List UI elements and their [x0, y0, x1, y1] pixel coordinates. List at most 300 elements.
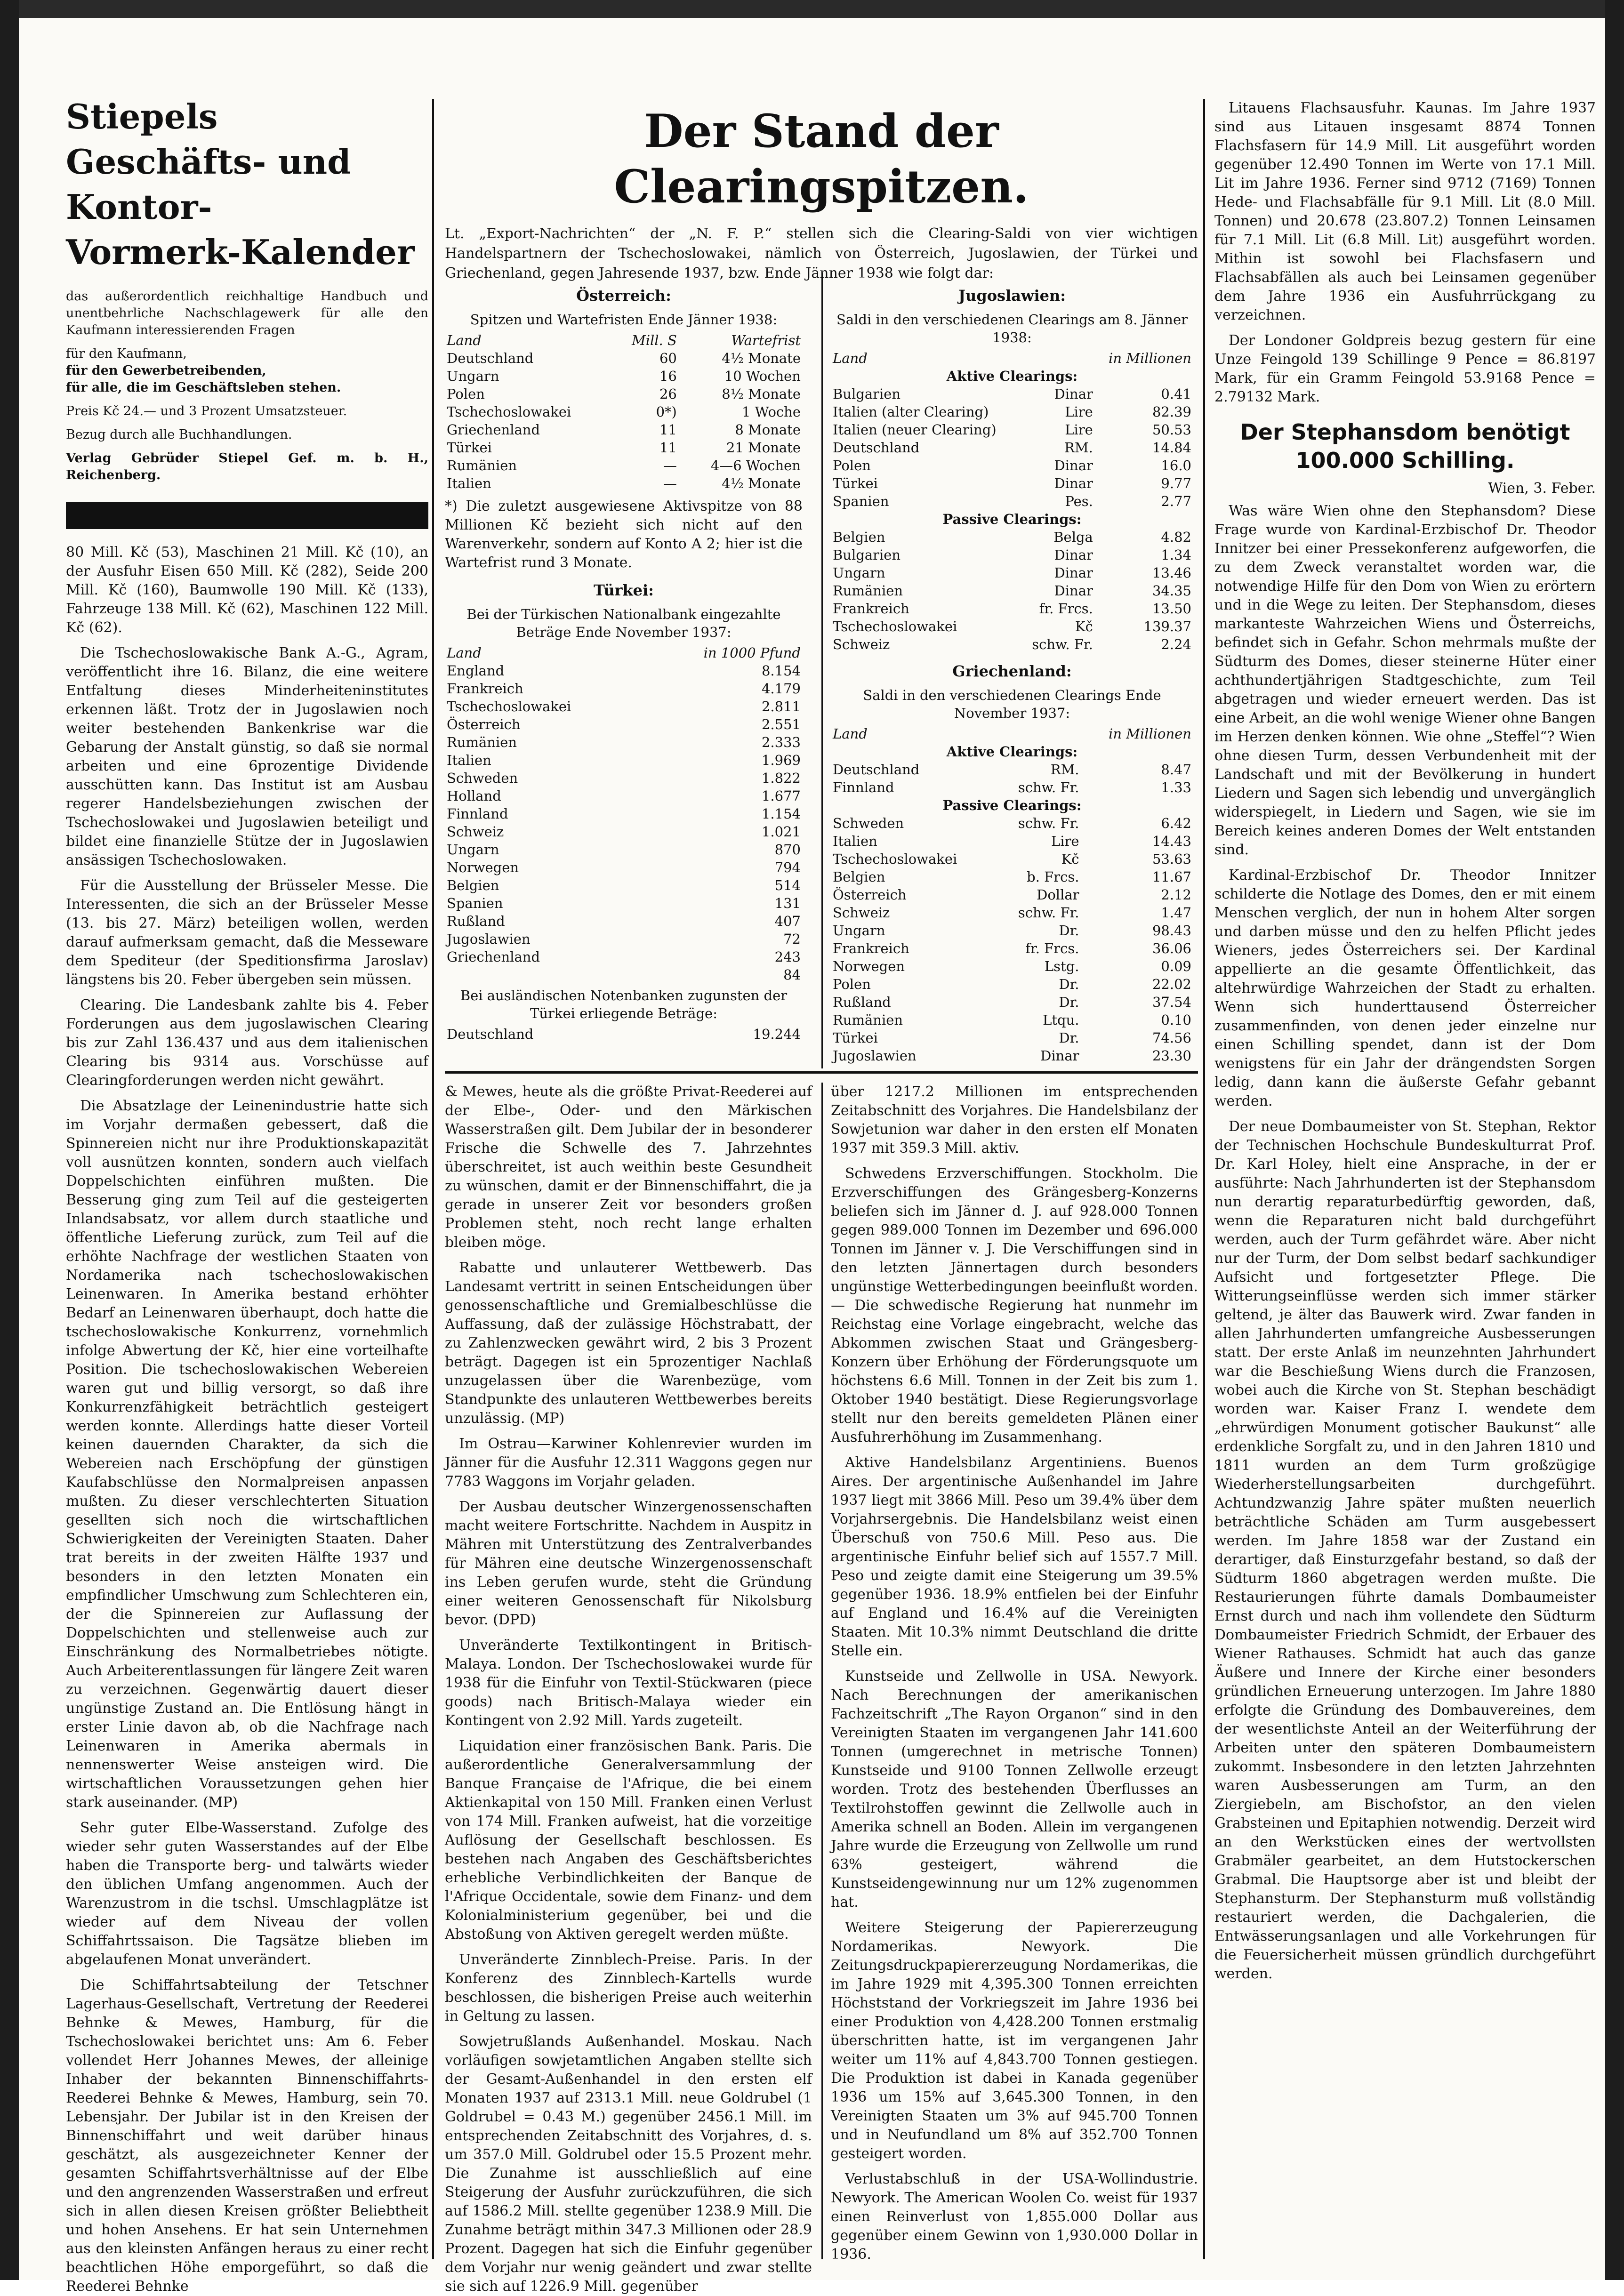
austria-caption: Spitzen und Wartefristen Ende Jänner 1938:: [470, 312, 778, 328]
article-paragraph: Der Ausbau deutscher Winzergenossenschaften macht weitere Fortschritte. Nachdem in Auspitz in Mähren mit Unterstützung des Zentralverbandes für Mähren eine deutsche Winzergenossenschaft ins Leben gerufen wurde, steht die Gründung einer weiteren Genossenschaft für Nikolsburg bevor. (DPD): [445, 1499, 812, 1628]
table-cell: 11: [659, 440, 677, 456]
audience-line: für alle, die im Geschäftsleben stehen.: [66, 380, 341, 395]
table-cell: Frankreich: [833, 940, 909, 956]
table-cell: b. Frcs.: [1027, 869, 1079, 885]
table-cell: Lire: [1065, 404, 1093, 420]
table-row: [445, 751, 803, 769]
table-cell: fr. Frcs.: [1025, 940, 1079, 956]
table-cell: Ungarn: [833, 923, 885, 939]
table-cell: Rußland: [447, 913, 505, 929]
table-row: [831, 1011, 1193, 1029]
table-cell: 50.53: [1152, 422, 1191, 438]
scan-border-top: [0, 0, 1624, 18]
clearing-section: [445, 104, 1198, 1068]
table-cell: Schweden: [833, 815, 904, 831]
table-cell: Ungarn: [447, 368, 499, 384]
table-cell: 1.34: [1161, 547, 1191, 563]
table-cell: Schweiz: [833, 905, 890, 921]
table-cell: Italien: [447, 475, 491, 491]
table-cell: 34.35: [1152, 583, 1191, 599]
table-cell: Spanien: [447, 895, 503, 911]
table-cell: 2.551: [761, 716, 801, 732]
table-cell: 1.47: [1161, 905, 1191, 921]
turkey-table: [445, 644, 803, 984]
table-row: [445, 894, 803, 912]
table-cell: 8½ Monate: [722, 386, 801, 402]
article-paragraph: Liquidation einer französischen Bank. Paris. Die außerordentliche Generalversammlung der Banque Française de l'Afrique, die bei einem Aktienkapital von 150 Mill. Franken einen Verlust von 174 Mill. Franken aufweist, hat die vorzeitige Auflösung der Gesellschaft beschlossen. Es bestehen nach Angaben des Geschäftsberichtes erhebliche Verbindlichkeiten der Banque de l'Afrique Occidentale, sowie dem Finanz- und dem Kolonialministerium gegenüber, bei und die Abstoßung von Aktiven geregelt werden müßte.: [445, 1738, 812, 1943]
table-cell: [445, 966, 645, 984]
table-cell: Finnland: [447, 806, 508, 822]
table-cell: Norwegen: [447, 859, 519, 875]
table-row: [831, 457, 1193, 474]
table-group-row: [831, 510, 1193, 528]
advert-description: das außerordentlich reichhaltige Handbuch und unentbehrliche Nachschlagewerk für alle den Kaufmann interessierenden Fragen: [66, 289, 428, 337]
table-cell: 11: [659, 422, 677, 438]
table-cell: 243: [774, 949, 801, 965]
table-cell: 74.56: [1152, 1030, 1191, 1046]
table-cell: Holland: [447, 788, 501, 804]
table-cell: Belgien: [447, 877, 499, 893]
table-cell: Bulgarien: [833, 547, 901, 563]
table-cell: 10 Wochen: [724, 368, 801, 384]
table-cell: 4.82: [1161, 529, 1191, 545]
table-cell: Rußland: [833, 994, 891, 1010]
table-cell: 11.67: [1152, 869, 1191, 885]
group-label: Aktive Clearings:: [946, 368, 1078, 384]
table-cell: Dollar: [1037, 887, 1079, 903]
table-cell: Frankreich: [833, 601, 909, 617]
table-cell: Dinar: [1054, 475, 1093, 491]
table-row: [831, 957, 1193, 975]
table-cell: Rumänien: [447, 734, 517, 750]
table-row: [445, 439, 803, 457]
advert-title: [66, 94, 428, 275]
table-cell: 0.10: [1161, 1012, 1191, 1028]
article-paragraph: Aktive Handelsbilanz Argentiniens. Buenos Aires. Der argentinische Außenhandel im Jahre 1937 liegt mit 3866 Mill. Peso um 39.4% über dem Vorjahrsergebnis. Die Handelsbilanz weist einen Überschuß von 750.6 Mill. Peso aus. Die argentinische Einfuhr belief sich auf 1557.7 Mill. Peso und zeigte damit eine Steigerung um 39.5% gegenüber 1936. 18.9% entfielen bei der Einfuhr auf England und 16.4% auf die Vereinigten Staaten. Mit 10.3% nimmt Deutschland die dritte Stelle ein.: [831, 1454, 1198, 1659]
table-cell: —: [663, 458, 677, 474]
table-cell: 8 Monate: [735, 422, 801, 438]
table-cell: Pes.: [1065, 493, 1093, 509]
table-cell: 21 Monate: [726, 440, 801, 456]
table-cell: Rumänien: [833, 583, 903, 599]
table-row: [445, 367, 803, 385]
greece-heading: Griechenland:: [952, 662, 1072, 680]
table-row: [445, 733, 803, 751]
table-cell: 53.63: [1152, 851, 1191, 867]
table-cell: Frankreich: [447, 681, 523, 697]
article-paragraph: Litauens Flachsausfuhr. Kaunas. Im Jahre 1937 sind aus Litauen insgesamt 8874 Tonnen Flachsfasern für 14.9 Mill. Lit ausgeführt worden gegenüber 12.490 Tonnen im Werte von 17.1 Mill. Lit im Jahre 1936. Ferner sind 9712 (7169) Tonnen Hede- und Flachsabfälle für 9.1 Mill. Lit (8.0 Mill. Tonnen) und 20.678 (23.807.2) Tonnen Leinsamen für 7.1 Mill. Lit (6.8 Mill. Lit) ausgeführt worden. Mithin ist sowohl bei Flachsfasern und Flachsabfällen als auch bei Leinsamen gegenüber dem Jahre 1936 ein Ausfuhrrückgang zu verzeichnen.: [1214, 100, 1596, 323]
table-cell: 2.333: [761, 734, 801, 750]
table-cell: 16.0: [1161, 458, 1191, 474]
table-row: [831, 421, 1193, 439]
table-cell: Norwegen: [833, 958, 905, 974]
table-cell: Schweiz: [447, 824, 504, 840]
table-cell: Deutschland: [833, 440, 920, 456]
table-row: [831, 439, 1193, 457]
table-cell: 1.154: [761, 806, 801, 822]
table-row: [831, 814, 1193, 832]
table-cell: 84: [783, 967, 801, 983]
article-paragraph: Weitere Steigerung der Papiererzeugung Nordamerikas. Newyork. Die Zeitungsdruckpapiererzeugung Nordamerikas, die im Jahre 1929 mit 4,395.300 Tonnen erreichten Höchststand der Vorkriegszeit im Jahre 1936 bei einer Produktion von 4,428.200 Tonnen erstmalig überschritten hatte, ist im vergangenen Jahr weiter um 11% auf 4,843.700 Tonnen gestiegen. Die Produktion ist dabei in Kanada gegenüber 1936 um 15% auf 3,645.300 Tonnen, in den Vereinigten Staaten um 3% auf 945.700 Tonnen und in Neufundland um 8% auf 352.700 Tonnen gesteigert worden.: [831, 1919, 1198, 2162]
advert-title-line: Stiepels: [66, 96, 218, 136]
table-cell: 2.24: [1161, 636, 1191, 652]
table-cell: 4—6 Wochen: [710, 458, 801, 474]
clearing-headline: Der Stand der Clearingspitzen.: [614, 104, 1029, 213]
table-cell: Polen: [833, 458, 871, 474]
table-cell: Ltqu.: [1043, 1012, 1079, 1028]
table-row: [445, 680, 803, 698]
advert-publisher: Verlag Gebrüder Stiepel Gef. m. b. H., Reichenberg.: [66, 451, 428, 482]
table-cell: 131: [774, 895, 801, 911]
table-cell: 0*): [656, 404, 677, 420]
turkey-foot-table: [445, 1025, 803, 1043]
audience-line: für den Gewerbetreibenden,: [66, 363, 266, 378]
table-cell: Deutschland: [447, 1026, 534, 1042]
table-row: [831, 832, 1193, 850]
table-cell: 0.41: [1161, 386, 1191, 402]
austria-turkey-tables: [445, 278, 803, 1043]
article-paragraph: Der neue Dombaumeister von St. Stephan, Rektor der Technischen Hochschule Bundeskulturrat Prof. Dr. Karl Holey, hielt eine Ansprache, in der er ausführte: Nach Jahrhunderten ist der Stephansdom nun derartig reparaturbedürftig geworden, daß, wenn die Reparaturen nicht bald durchgeführt werden, auch der Turm gefährdet wäre. Aber nicht nur der Turm, der Dom selbst bedarf sachkundiger Aufsicht und fortgesetzter Pflege. Die Witterungseinflüsse werden sich immer stärker geltend, je älter das Bauwerk wird. Zwar fanden in allen Jahrhunderten umfangreiche Ausbesserungen statt. Der erste Anlaß im neunzehnten Jahrhundert war die Beschießung Wiens durch die Franzosen, wobei auch die Kirche von St. Stephan beschädigt worden war. Kaiser Franz I. wendete dem „ehrwürdigen Monument gotischer Baukunst“ alle erdenkliche Sorgfalt zu, und in den Jahren 1810 und 1811 wurden an dem Turm großzügige Wiederherstellungsarbeiten durchgeführt. Achtundzwanzig Jahre später mußten neuerlich beträchtliche Schäden am Turm ausgebessert werden. Im Jahre 1858 war der Zustand ein derartiger, daß Einsturzgefahr bestand, so daß der Südturm 1860 abgetragen werden mußte. Die Restaurierungen führte damals Dombaumeister Ernst durch und nach ihm vollendete den Südturm Dombaumeister Friedrich Schmidt, der Erbauer des Wiener Rathauses. Schmidt hat auch das ganze Äußere und Innere der Kirche einer besonders gründlichen Erneuerung unterzogen. Im Jahre 1880 erfolgte die Gründung des Dombauvereines, dem der wesentlichste Anteil an der Weiterführung der Arbeiten unter den späteren Dombaumeistern zukommt. Insbesondere in den letzten Jahrzehnten waren Ausbesserungen am Turm, an den Ziergiebeln, am Bischofstor, an den vielen Grabsteinen und Epitaphien notwendig. Derzeit wird an den Werkstücken eines der wertvollsten Grabmäler gearbeitet, an dem Hutstockerschen Grabmal. Die Hauptsorge aber ist und bleibt der Stephansturm. Der Stephansturm muß vollständig restauriert werden, die Dachgalerien, die Entwässerungsanlagen und alle Vorkehrungen für die Feuersicherheit müssen gründlich durchgeführt werden.: [1214, 1118, 1596, 1982]
table-row: [831, 618, 1193, 635]
table-cell: 1.33: [1161, 779, 1191, 795]
table-header: in Millionen: [1109, 350, 1191, 366]
table-header: Wartefrist: [731, 332, 801, 348]
table-cell: 139.37: [1143, 618, 1191, 634]
turkey-heading: Türkei:: [594, 581, 654, 599]
table-row: [831, 528, 1193, 546]
yugo-heading: Jugoslawien:: [958, 287, 1066, 305]
table-cell: Italien (neuer Clearing): [833, 422, 997, 438]
article-paragraph: Die Schiffahrtsabteilung der Tetschner Lagerhaus-Gesellschaft, Vertretung der Reederei Behnke & Mewes, Hamburg, für die Tschechoslowakei berichtet uns: Am 6. Feber vollendet Herr Johannes Mewes, der alleinige Inhaber der bekannten Binnenschiffahrts-Reederei Behnke & Mewes, Hamburg, sein 70. Lebensjahr. Der Jubilar ist in den Kreisen der Binnenschiffahrt und weit darüber hinaus geschätzt, als ausgezeichneter Kenner der gesamten Schiffahrtsverhältnisse auf der Elbe und den angrenzenden Wasserstraßen und erfreut sich in allen diesen Kreisen größter Beliebtheit und hohen Ansehens. Er hat sein Unternehmen aus den kleinsten Anfängen heraus zu einer recht beachtlichen Höhe emporgeführt, so daß die Reederei Behnke: [66, 1977, 428, 2295]
table-cell: Dinar: [1054, 583, 1093, 599]
table-row: [445, 1025, 803, 1043]
table-group-row: [831, 743, 1193, 761]
table-cell: Dinar: [1054, 565, 1093, 581]
table-header-row: [445, 331, 803, 349]
table-header: Land: [833, 726, 868, 742]
table-row: [831, 850, 1193, 868]
advert-bezug: Bezug durch alle Buchhandlungen.: [66, 427, 292, 442]
table-cell: Dr.: [1059, 994, 1079, 1010]
table-cell: Jugoslawien: [833, 1048, 917, 1064]
table-cell: Deutschland: [833, 762, 920, 778]
table-cell: Belga: [1053, 529, 1093, 545]
table-cell: 14.84: [1152, 440, 1191, 456]
advert-audience: [66, 345, 428, 396]
table-cell: Lstg.: [1044, 958, 1079, 974]
right-column: [1214, 99, 1596, 2264]
austria-heading: Österreich:: [576, 287, 671, 305]
table-cell: Schweiz: [833, 636, 890, 652]
table-cell: 4½ Monate: [722, 475, 801, 491]
table-row: [445, 787, 803, 805]
turkey-caption: Bei der Türkischen Nationalbank eingezahlte Beträge Ende November 1937:: [466, 606, 781, 640]
table-cell: schw. Fr.: [1018, 779, 1079, 795]
table-cell: 407: [774, 913, 801, 929]
table-row: [445, 966, 803, 984]
table-cell: Deutschland: [447, 350, 534, 366]
table-row: [445, 859, 803, 876]
greece-caption: Saldi in den verschiedenen Clearings Ende November 1937:: [863, 687, 1161, 721]
table-row: [831, 975, 1193, 993]
table-row: [831, 779, 1193, 796]
scan-border-left: [0, 0, 19, 2280]
article-paragraph: Was wäre Wien ohne den Stephansdom? Diese Frage wurde von Kardinal-Erzbischof Dr. Theodor Innitzer bei einer Pressekonferenz aufgeworfen, die zu dem Zweck veranstaltet worden war, die notwendige Hilfe für den Dom von Wien zu erörtern und in die Wege zu leiten. Der Stephansdom, dieses markanteste Wahrzeichen Wiens und Österreichs, befindet sich in Gefahr. Schon mehrmals mußte der Südturm des Domes, dieser steinerne Hüter einer achthundertjährigen Stadtgeschichte, zum Teil abgetragen und wieder erneuert werden. Das ist eine Arbeit, an die wohl wenige Wiener ohne Bangen im Herzen denken können. Wie ohne „Steffel“? Wien ohne diesen Turm, dessen Verbundenheit mit der Landschaft und mit der Bevölkerung in hundert Liedern und Sagen sich lebendig und unvergänglich widerspiegelt, in Liedern und Sagen, wie sie im Bereich keines anderen Domes der Welt entstanden sind.: [1214, 503, 1596, 858]
table-cell: 36.06: [1152, 940, 1191, 956]
table-row: [831, 564, 1193, 582]
table-row: [831, 385, 1193, 403]
table-cell: 1 Woche: [741, 404, 801, 420]
table-cell: Polen: [447, 386, 485, 402]
table-cell: Schweden: [447, 770, 518, 786]
middle-left-column: [445, 1083, 812, 2295]
table-row: [445, 698, 803, 715]
table-cell: 8.154: [761, 663, 801, 679]
table-cell: fr. Frcs.: [1039, 601, 1093, 617]
table-row: [831, 886, 1193, 904]
table-row: [445, 715, 803, 733]
table-header: Land: [447, 332, 482, 348]
middle-right-column: [831, 1083, 1198, 2263]
article-paragraph: Die Tschechoslowakische Bank A.-G., Agram, veröffentlicht ihre 16. Bilanz, die eine weitere Entfaltung dieses Minderheiteninstitutes erkennen läßt. Trotz der in Jugoslawien noch weiter bestehenden Bankenkrise war die Gebarung der Anstalt günstig, so daß sie normal arbeiten und eine 6prozentige Dividende ausschütten kann. Das Institut ist am Ausbau regerer Handelsbeziehungen zwischen der Tschechoslowakei und Jugoslawien beteiligt und bildet eine finanzielle Stütze der in Jugoslawien ansässigen Tschechoslowaken.: [66, 645, 428, 868]
table-cell: 23.30: [1152, 1048, 1191, 1064]
table-row: [831, 635, 1193, 653]
table-cell: Österreich: [833, 887, 907, 903]
table-cell: Dinar: [1054, 458, 1093, 474]
column-rule: [432, 99, 434, 2259]
left-column: [66, 94, 428, 2295]
table-row: [831, 546, 1193, 564]
table-cell: 2.12: [1161, 887, 1191, 903]
table-cell: Türkei: [447, 440, 492, 456]
table-cell: England: [447, 663, 505, 679]
table-cell: 60: [659, 350, 677, 366]
table-cell: Belgien: [833, 869, 885, 885]
table-row: [831, 600, 1193, 618]
table-cell: Griechenland: [447, 422, 540, 438]
article-paragraph: Rabatte und unlauterer Wettbewerb. Das Landesamt vertritt in seinen Entscheidungen über genossenschaftliche und Gremialbeschlüsse die Auffassung, daß der zulässige Höchstrabatt, der zu Zahlenzwecken gewährt wird, 2 bis 3 Prozent beträgt. Dagegen ist ein 5prozentiger Nachlaß unzugelassen über die Warenbezüge, vom Standpunkte des unlauteren Wettbewerbes bereits unzulässig. (MP): [445, 1260, 812, 1427]
table-header: in Millionen: [1109, 726, 1191, 742]
group-label: Aktive Clearings:: [946, 744, 1078, 760]
table-cell: 1.969: [761, 752, 801, 768]
table-row: [445, 474, 803, 492]
table-cell: Dr.: [1059, 1030, 1079, 1046]
article-paragraph: Kunstseide und Zellwolle in USA. Newyork. Nach Berechnungen der amerikanischen Fachzeitschrift „The Rayon Organon“ sind in den Vereinigten Staaten im vergangenen Jahr 141.600 Tonnen (umgerechnet in metrische Tonnen) Kunstseide und 9100 Tonnen Zellwolle erzeugt worden. Trotz des bestehenden Überflusses an Textilrohstoffen gewinnt die Zellwolle auch in Amerika schnell an Boden. Allein im vergangenen Jahre wurde die Erzeugung von Zellwolle um rund 63% gesteigert, während die Kunstseidengewinnung nur um 12% zugenommen hat.: [831, 1668, 1198, 1911]
table-cell: 16: [659, 368, 677, 384]
table-header: in 1000 Pfund: [703, 645, 801, 661]
table-cell: Tschechoslowakei: [447, 404, 571, 420]
austria-note: *) Die zuletzt ausgewiesene Aktivspitze von 88 Millionen Kč bezieht sich nicht auf den Warenverkehr, sondern auf Konto A 2; hier ist die Wartefrist rund 3 Monate.: [445, 498, 803, 571]
table-cell: Dr.: [1059, 976, 1079, 992]
table-cell: Belgien: [833, 529, 885, 545]
table-cell: Dinar: [1054, 386, 1093, 402]
table-cell: 8.47: [1161, 762, 1191, 778]
section-rule: [445, 1071, 1198, 1074]
article-paragraph: Die Absatzlage der Leinenindustrie hatte sich im Vorjahr dermaßen gebessert, daß die Spinnereien nicht nur ihre Produktionskapazität voll ausnützen konnten, sondern auch vielfach Doppelschichten einführen mußten. Die Besserung ging zum Teil auf die gesteigerten Inlandsabsatz, vor allem durch staatliche und öffentliche Lieferung zurück, zum Teil auf die erhöhte Nachfrage der westlichen Staaten von Nordamerika nach tschechoslowakischen Leinenwaren. In Amerika bestand erhöhter Bedarf an Leinenwaren überhaupt, doch hatte die tschechoslowakische Konkurrenz, vornehmlich infolge Abwertung der Kč, hier eine vorteilhafte Position. Die tschechoslowakischen Webereien waren gut und billig versorgt, so daß ihre Konkurrenzfähigkeit beträchtlich gesteigert werden konnte. Allerdings hatte dieser Vorteil keinen dauernden Charakter, da sich die Webereien nach Erschöpfung der günstigen Kaufabschlüsse den Normalpreisen anpassen mußten. Zu dieser verschlechterten Situation gesellten sich noch die wirtschaftlichen Schwierigkeiten der Vereinigten Staaten. Daher trat bereits in der zweiten Hälfte 1937 und besonders in den letzten Monaten ein empfindlicher Umschwung zum Schlechteren ein, der die Spinnereien zur Auflassung der Doppelschichten und stellenweise auch zur Einschränkung des Normalbetriebes nötigte. Auch Arbeiterentlassungen für längere Zeit waren zu verzeichnen. Gegenwärtig dauert dieser ungünstige Zustand an. Die Entlösung hängt in erster Linie davon ab, ob die Nachfrage nach Leinenwaren in Amerika abermals in nennenswerter Weise ansteigen wird. Die wirtschaftlichen Voraussetzungen gehen hier stark auseinander. (MP): [66, 1098, 428, 1811]
advert-title-line: Geschäfts- und Kontor-: [66, 142, 351, 227]
table-header-row: [831, 725, 1193, 743]
article-paragraph: & Mewes, heute als die größte Privat-Reederei auf der Elbe-, Oder- und den Märkischen Wasserstraßen gilt. Dem Jubilar der in besonderer Frische die Schwelle des 7. Jahrzehntes überschreitet, ist auch weithin beste Gesundheit zu wünschen, damit er der Binnenschiffahrt, die ja gerade in unserer Zeit vor besonders großen Problemen steht, noch recht lange erhalten bleiben möge.: [445, 1084, 812, 1251]
article-paragraph: Sehr guter Elbe-Wasserstand. Zufolge des wieder sehr guten Wasserstandes auf der Elbe haben die Transporte berg- und talwärts wieder den üblichen Umfang angenommen. Auch der Warenzustrom in die tschsl. Umschlagplätze ist wieder auf dem Niveau der vollen Schiffahrtssaison. Die Tagsätze blieben im abgelaufenen Monat unverändert.: [66, 1820, 428, 1968]
table-row: [445, 769, 803, 787]
table-cell: Bulgarien: [833, 386, 901, 402]
table-row: [445, 948, 803, 966]
table-row: [445, 457, 803, 474]
table-cell: Österreich: [447, 716, 521, 732]
article-paragraph: Verlustabschluß in der USA-Wollindustrie. Newyork. The American Woolen Co. weist für 1937 einen Reinverlust von 1,855.000 Dollar aus gegenüber einem Gewinn von 1,930.000 Dollar in 1936.: [831, 2171, 1198, 2263]
table-cell: 794: [774, 859, 801, 875]
table-cell: 2.77: [1161, 493, 1191, 509]
table-cell: schw. Fr.: [1018, 905, 1079, 921]
table-cell: 13.46: [1152, 565, 1191, 581]
table-cell: 19.244: [753, 1026, 801, 1042]
advert-title-line: Vormerk-Kalender: [66, 232, 415, 272]
table-header-row: [445, 644, 803, 662]
article-paragraph: Clearing. Die Landesbank zahlte bis 4. Feber Forderungen aus dem jugoslawischen Clearing bis zur Zahl 136.437 und aus dem italienischen Clearing bis 9314 aus. Vorschüsse auf Clearingforderungen werden nicht gewährt.: [66, 997, 428, 1089]
table-cell: 13.50: [1152, 601, 1191, 617]
table-cell: Kč: [1075, 618, 1093, 634]
table-cell: Jugoslawien: [447, 931, 531, 947]
table-header-row: [831, 349, 1193, 367]
table-cell: Italien (alter Clearing): [833, 404, 989, 420]
table-cell: Spanien: [833, 493, 889, 509]
table-cell: Ungarn: [833, 565, 885, 581]
article-paragraph: 80 Mill. Kč (53), Maschinen 21 Mill. Kč (10), an der Ausfuhr Eisen 650 Mill. Kč (282), Seide 200 Mill. Kč (160), Baumwolle 190 Mill. Kč (133), Fahrzeuge 138 Mill. Kč (62), Maschinen 122 Mill. Kč (62).: [66, 544, 428, 636]
advert-price: Preis Kč 24.— und 3 Prozent Umsatzsteuer.: [66, 404, 347, 418]
group-label: Passive Clearings:: [942, 797, 1082, 813]
yugo-table: [831, 349, 1193, 653]
table-cell: RM.: [1064, 440, 1093, 456]
table-header: Mill. S: [632, 332, 677, 348]
table-row: [831, 403, 1193, 421]
table-cell: Lire: [1051, 833, 1079, 849]
black-bar: [66, 502, 428, 529]
table-cell: Tschechoslowakei: [833, 618, 957, 634]
table-row: [445, 805, 803, 823]
article-paragraph: Kardinal-Erzbischof Dr. Theodor Innitzer schilderte die Notlage des Domes, den er mit einem Menschen verglich, der nun in hohem Alter sorgen und darben müsse und den zu helfen Pflicht jedes Wieners, jedes Österreichers sei. Der Kardinal appellierte an die gesamte Öffentlichkeit, das altehrwürdige Wahrzeichen der Stadt zu erhalten. Wenn sich hunderttausend Österreicher zusammenfinden, von denen jeder einzelne nur einen Schilling spendet, dann ist der Dom wenigstens für ein Jahr der drängendsten Sorgen ledig, dann kann die äußerste Gefahr gebannt werden.: [1214, 867, 1596, 1109]
table-cell: 1.822: [761, 770, 801, 786]
article-paragraph: Für die Ausstellung der Brüsseler Messe. Die Interessenten, die sich an der Brüsseler Messe (13. bis 27. März) beteiligen wollen, werden darauf aufmerksam gemacht, daß die Messeware dem Spediteur (der Speditionsfirma Jaroslav) längstens bis 20. Feber übergeben sein müssen.: [66, 877, 428, 988]
table-cell: Dinar: [1054, 547, 1093, 563]
table-row: [445, 403, 803, 421]
table-cell: Dinar: [1040, 1048, 1079, 1064]
table-cell: schw. Fr.: [1018, 815, 1079, 831]
table-cell: Polen: [833, 976, 871, 992]
table-row: [445, 930, 803, 948]
table-cell: 1.677: [761, 788, 801, 804]
table-cell: 14.43: [1152, 833, 1191, 849]
table-row: [831, 1029, 1193, 1047]
table-header: Land: [833, 350, 868, 366]
table-cell: 4.179: [761, 681, 801, 697]
table-row: [445, 349, 803, 367]
table-row: [831, 868, 1193, 886]
table-cell: Türkei: [833, 475, 878, 491]
table-group-row: [831, 367, 1193, 385]
table-cell: 0.09: [1161, 958, 1191, 974]
table-row: [445, 421, 803, 439]
table-cell: 4½ Monate: [722, 350, 801, 366]
article-paragraph: Der Londoner Goldpreis bezug gestern für eine Unze Feingold 139 Schillinge 9 Pence = 86.8197 Mark, für ein Gramm Feingold 53.9168 Pence = 2.79132 Mark.: [1214, 332, 1596, 405]
article-paragraph: Unveränderte Zinnblech-Preise. Paris. In der Konferenz des Zinnblech-Kartells wurde beschlossen, die bisherigen Preise auch weiterhin in Geltung zu lassen.: [445, 1951, 812, 2024]
table-row: [445, 662, 803, 680]
column-rule: [1203, 99, 1205, 2259]
table-row: [831, 761, 1193, 779]
table-row: [445, 841, 803, 859]
table-cell: 1.021: [761, 824, 801, 840]
table-row: [445, 912, 803, 930]
table-row: [831, 939, 1193, 957]
table-cell: Tschechoslowakei: [447, 698, 571, 714]
column-rule: [821, 1083, 823, 2259]
table-row: [445, 385, 803, 403]
table-cell: Finnland: [833, 779, 894, 795]
table-cell: Türkei: [833, 1030, 878, 1046]
table-cell: 22.02: [1152, 976, 1191, 992]
table-row: [831, 904, 1193, 922]
table-cell: RM.: [1050, 762, 1079, 778]
group-label: Passive Clearings:: [942, 511, 1082, 527]
table-cell: Rumänien: [833, 1012, 903, 1028]
yugo-greece-tables: [831, 278, 1193, 1065]
table-row: [445, 876, 803, 894]
dateline: Wien, 3. Feber.: [1488, 480, 1596, 497]
table-cell: Rumänien: [447, 458, 517, 474]
table-row: [831, 993, 1193, 1011]
table-cell: Lire: [1065, 422, 1093, 438]
table-row: [831, 582, 1193, 600]
turkey-foot: Bei ausländischen Notenbanken zugunsten der Türkei erliegende Beträge:: [460, 987, 788, 1021]
clearing-intro: Lt. „Export-Nachrichten“ der „N. F. P.“ stellen sich die Clearing-Saldi von vier wichtigen Handelspartnern der Tschechoslowakei, nämlich von Österreich, Jugoslawien, der Türkei und Griechenland, gegen Jahresende 1937, bzw. Ende Jänner 1938 wie folgt dar:: [445, 225, 1198, 281]
table-cell: Griechenland: [447, 949, 540, 965]
table-cell: 26: [659, 386, 677, 402]
article-paragraph: Sowjetrußlands Außenhandel. Moskau. Nach vorläufigen sowjetamtlichen Angaben stellte sich der Gesamt-Außenhandel in den ersten elf Monaten 1937 auf 2313.1 Mill. neue Goldrubel (1 Goldrubel = 0.43 M.) gegenüber 2456.1 Mill. im entsprechenden Zeitabschnitt des Vorjahres, d. s. um 357.0 Mill. Goldrubel oder 15.5 Prozent mehr. Die Zunahme ist ausschließlich auf eine Steigerung der Ausfuhr zurückzuführen, die sich auf 1586.2 Mill. stellte gegenüber 1238.9 Mill. Die Zunahme beträgt mithin 347.3 Millionen oder 28.9 Prozent. Dagegen hat sich die Einfuhr gegenüber dem Vorjahr nur wenig geändert und zwar stellte sie sich auf 1226.9 Mill. gegenüber: [445, 2033, 812, 2295]
greece-table: [831, 725, 1193, 1065]
table-cell: 37.54: [1152, 994, 1191, 1010]
table-row: [831, 474, 1193, 492]
table-cell: Ungarn: [447, 842, 499, 858]
table-cell: schw. Fr.: [1032, 636, 1093, 652]
table-cell: 514: [774, 877, 801, 893]
table-row: [831, 492, 1193, 510]
table-cell: 2.811: [761, 698, 801, 714]
audience-line: für den Kaufmann,: [66, 346, 187, 361]
article-paragraph: Schwedens Erzverschiffungen. Stockholm. Die Erzverschiffungen des Grängesberg-Konzerns beliefen sich im Jänner d. J. auf 928.000 Tonnen gegen 989.000 Tonnen im Dezember und 696.000 Tonnen im Jänner v. J. Die Verschiffungen sind in den letzten Jännertagen durch besonders ungünstige Wetterbedingungen beeinflußt worden. — Die schwedische Regierung hat nunmehr im Reichstag eine Vorlage eingebracht, welche das Abkommen zwischen Staat und Grängesberg-Konzern über Erhöhung der Förderungsquote um höchstens 6.6 Mill. Tonnen in der Zeit bis zum 1. Oktober 1940 bestätigt. Diese Regierungsvorlage stellt nur den bereits gemeldeten Plänen einer Ausfuhrerhöhung im Zusammenhang.: [831, 1165, 1198, 1445]
table-cell: —: [663, 475, 677, 491]
table-row: [831, 1047, 1193, 1065]
scan-border-right: [1605, 0, 1624, 2280]
table-cell: Tschechoslowakei: [833, 851, 957, 867]
yugo-caption: Saldi in den verschiedenen Clearings am 8. Jänner 1938:: [836, 312, 1188, 345]
austria-table: [445, 331, 803, 492]
table-cell: 98.43: [1152, 923, 1191, 939]
table-header: Land: [447, 645, 482, 661]
article-paragraph: Unveränderte Textilkontingent in Britisch-Malaya. London. Der Tschechoslowakei wurde für 1938 für die Einfuhr von Textil-Stückwaren (piece goods) nach Britisch-Malaya wieder ein Kontingent von 2.92 Mill. Yards zugeteilt.: [445, 1637, 812, 1729]
table-cell: Dr.: [1059, 923, 1079, 939]
table-cell: 870: [774, 842, 801, 858]
table-cell: Kč: [1061, 851, 1079, 867]
table-cell: 82.39: [1152, 404, 1191, 420]
table-cell: Italien: [833, 833, 877, 849]
table-cell: 6.42: [1161, 815, 1191, 831]
article-paragraph: über 1217.2 Millionen im entsprechenden Zeitabschnitt des Vorjahres. Die Handelsbilanz der Sowjetunion war daher in den ersten elf Monaten 1937 mit 359.3 Mill. aktiv.: [831, 1084, 1198, 1156]
table-cell: 9.77: [1161, 475, 1191, 491]
table-cell: 72: [783, 931, 801, 947]
article-paragraph: Im Ostrau—Karwiner Kohlenrevier wurden im Jänner für die Ausfuhr 12.311 Waggons gegen nur 7783 Waggons im Vorjahr geladen.: [445, 1436, 812, 1490]
table-cell: Italien: [447, 752, 491, 768]
stephansdom-headline: Der Stephansdom benötigt 100.000 Schilling.: [1240, 419, 1570, 473]
table-row: [831, 922, 1193, 939]
